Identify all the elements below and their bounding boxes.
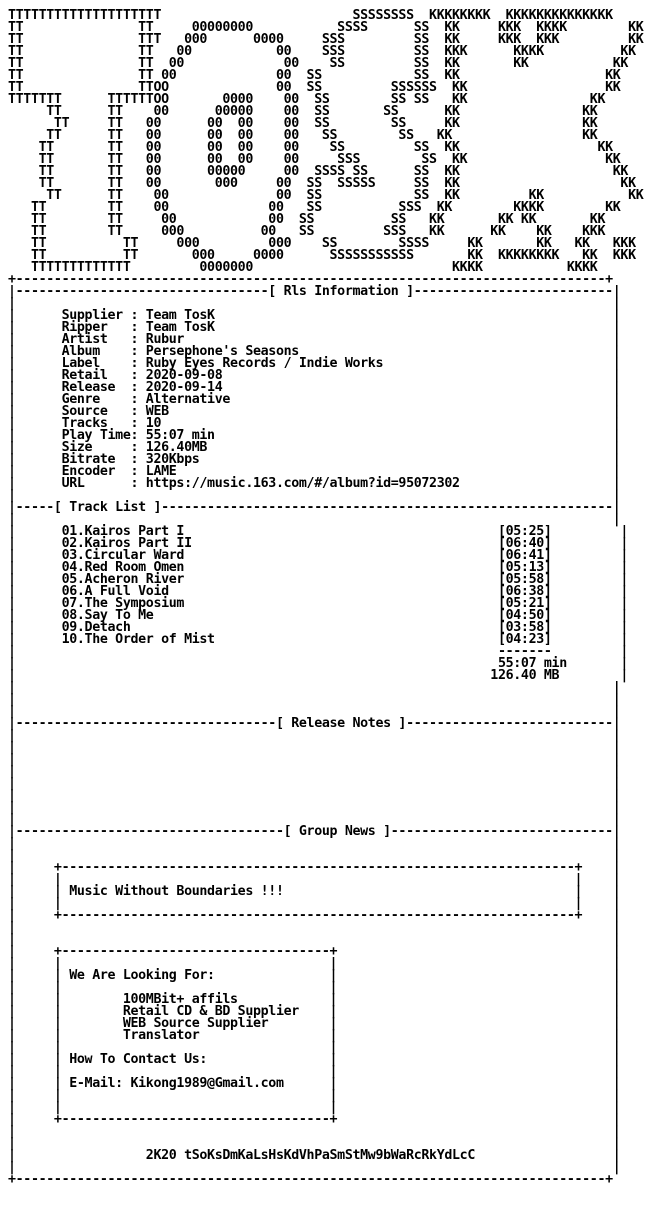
nfo-line: | | | | <box>8 1100 621 1115</box>
nfo-line: | | <box>8 512 621 527</box>
nfo-line: TT TT 00 00 SS SSS KK KKKK KK <box>8 200 621 215</box>
nfo-line: | | <box>8 692 621 707</box>
nfo-line: | | <box>8 800 621 815</box>
nfo-line: | Bitrate : 320Kbps | <box>8 452 621 467</box>
nfo-line: | Genre : Alternative | <box>8 392 621 407</box>
nfo-line: TT TT 00 00000 00 SS SS KK KK <box>8 104 598 119</box>
nfo-line: | | | | <box>8 1064 621 1079</box>
nfo-line: | | <box>8 680 621 695</box>
nfo-line: | | | | <box>8 1040 621 1055</box>
nfo-line: | 10.The Order of Mist [04:23] | <box>8 632 629 647</box>
nfo-line: | | E-Mail: Kikong1989@Gmail.com | | <box>8 1076 621 1091</box>
nfo-line: | | <box>8 836 621 851</box>
nfo-line: | | <box>8 728 621 743</box>
nfo-line: | Supplier : Team TosK | <box>8 308 621 323</box>
nfo-line: | ------- | <box>8 644 629 659</box>
nfo-line: | Encoder : LAME | <box>8 464 621 479</box>
nfo-line: | +-----------------------------------+ | <box>8 1112 621 1127</box>
nfo-line: |-----------------------------------[ Group News ]-----------------------------| <box>8 824 621 839</box>
nfo-line: | | <box>8 488 621 503</box>
nfo-line: TTTTTTTTTTTTTTTTTTTT SSSSSSSS KKKKKKKK KKKKKKKKKKKKKK <box>8 8 613 23</box>
nfo-line: TT TT 00 00 SSS SS KKK KKKK KK <box>8 44 636 59</box>
nfo-line: | | <box>8 1124 621 1139</box>
nfo-line: TT TT 000 00 SS SSS KK KK KK KKK <box>8 224 606 239</box>
nfo-line: | Size : 126.40MB | <box>8 440 621 455</box>
nfo-line: | | | | <box>8 896 621 911</box>
nfo-line: TT TT 00 00 SS SS KK KK KK <box>8 56 629 71</box>
nfo-line: TT TT 00 00000 00 SSSS SS SS KK KK <box>8 164 629 179</box>
nfo-line: | | | | <box>8 872 621 887</box>
nfo-line: +-----------------------------------------------------------------------------+ <box>8 272 613 287</box>
nfo-line: TT TT 000 0000 SSSSSSSSSSS KK KKKKKKKK KK KKK <box>8 248 636 263</box>
nfo-line: | | 100MBit+ affils | | <box>8 992 621 1007</box>
nfo-line: | | <box>8 296 621 311</box>
nfo-line: | | <box>8 752 621 767</box>
nfo-line: TTTTTTTTTTTTT 0000000 KKKK KKKK <box>8 260 598 275</box>
nfo-line: | | We Are Looking For: | | <box>8 968 621 983</box>
nfo-line: | 08.Say To Me [04:50] | <box>8 608 629 623</box>
nfo-line: | | <box>8 812 621 827</box>
nfo-line: TTTTTTT TTTTTTOO 0000 00 SS SS SS KK KK <box>8 92 606 107</box>
nfo-line: | Play Time: 55:07 min | <box>8 428 621 443</box>
nfo-line: TT TT 00 00 00 00 SS SS KK KK <box>8 128 598 143</box>
nfo-line: | | Translator | | <box>8 1028 621 1043</box>
nfo-line: | Tracks : 10 | <box>8 416 621 431</box>
nfo-line: | 01.Kairos Part I [05:25] | <box>8 524 629 539</box>
nfo-line: | URL : https://music.163.com/#/album?id=95072302 | <box>8 476 621 491</box>
nfo-line: | +-------------------------------------------------------------------+ | <box>8 908 621 923</box>
nfo-line: | 07.The Symposium [05:21] | <box>8 596 629 611</box>
nfo-line: | +-----------------------------------+ | <box>8 944 621 959</box>
nfo-line: |---------------------------------[ Rls Information ]--------------------------| <box>8 284 621 299</box>
nfo-line: | | <box>8 788 621 803</box>
nfo-line: | 55:07 min | <box>8 656 629 671</box>
nfo-line: | 05.Acheron River [05:58] | <box>8 572 629 587</box>
nfo-line: | 2K20 tSoKsDmKaLsHsKdVhPaSmStMw9bWaRcRkYdLcC | <box>8 1148 621 1163</box>
nfo-line: | 04.Red Room Omen [05:13] | <box>8 560 629 575</box>
nfo-line: | | Music Without Boundaries !!! | | <box>8 884 621 899</box>
nfo-line: | Retail : 2020-09-08 | <box>8 368 621 383</box>
nfo-line: | 06.A Full Void [06:38] | <box>8 584 629 599</box>
nfo-line: | 02.Kairos Part II [06:40] | <box>8 536 629 551</box>
nfo-line: | | <box>8 776 621 791</box>
nfo-line: | Label : Ruby Eyes Records / Indie Works | <box>8 356 621 371</box>
nfo-line: | +-------------------------------------------------------------------+ | <box>8 860 621 875</box>
nfo-line: | | Retail CD & BD Supplier | | <box>8 1004 621 1019</box>
nfo-line: | | | | <box>8 956 621 971</box>
nfo-line: TT TT 000 000 SS SSSS KK KK KK KKK <box>8 236 636 251</box>
nfo-line: | | <box>8 740 621 755</box>
nfo-line: |-----[ Track List ]-----------------------------------------------------------| <box>8 500 621 515</box>
nfo-line: TT TT 00 00 00 00 SS SS KK KK <box>8 116 598 131</box>
nfo-line: | | <box>8 1160 621 1175</box>
nfo-line: TT TT 00 00 SS SS KK KK KK KK <box>8 212 606 227</box>
nfo-line: | Release : 2020-09-14 | <box>8 380 621 395</box>
nfo-line: |----------------------------------[ Release Notes ]---------------------------| <box>8 716 621 731</box>
nfo-line: +-----------------------------------------------------------------------------+ <box>8 1172 613 1187</box>
nfo-line: TT TTT 000 0000 SSS SS KK KKK KKK KK <box>8 32 644 47</box>
nfo-line: | | | | <box>8 1088 621 1103</box>
nfo-line: | | <box>8 920 621 935</box>
nfo-line: | 126.40 MB | <box>8 668 629 683</box>
nfo-line: | | <box>8 932 621 947</box>
nfo-line: TT TT 00 000 00 SS SSSSS SS KK KK <box>8 176 636 191</box>
nfo-line: | | <box>8 1136 621 1151</box>
nfo-line: | | <box>8 764 621 779</box>
nfo-line: | 03.Circular Ward [06:41] | <box>8 548 629 563</box>
nfo-line: | | <box>8 704 621 719</box>
nfo-line: TT TTOO 00 SS SSSSSS KK KK <box>8 80 621 95</box>
nfo-line: TT TT 00000000 SSSS SS KK KKK KKKK KK <box>8 20 644 35</box>
nfo-line: | Ripper : Team TosK | <box>8 320 621 335</box>
nfo-line: TT TT 00 00 SS SS KK KK KK <box>8 188 644 203</box>
nfo-line: | | WEB Source Supplier | | <box>8 1016 621 1031</box>
nfo-line: TT TT 00 00 SS SS KK KK <box>8 68 621 83</box>
nfo-line: | Source : WEB | <box>8 404 621 419</box>
nfo-line: TT TT 00 00 00 00 SS SS KK KK <box>8 140 613 155</box>
nfo-line: TT TT 00 00 00 00 SSS SS KK KK <box>8 152 621 167</box>
nfo-line: | | | | <box>8 980 621 995</box>
nfo-line: | | <box>8 848 621 863</box>
nfo-line: | | How To Contact Us: | | <box>8 1052 621 1067</box>
nfo-line: | 09.Detach [03:58] | <box>8 620 629 635</box>
nfo-line: | Artist : Rubur | <box>8 332 621 347</box>
nfo-line: | Album : Persephone's Seasons | <box>8 344 621 359</box>
